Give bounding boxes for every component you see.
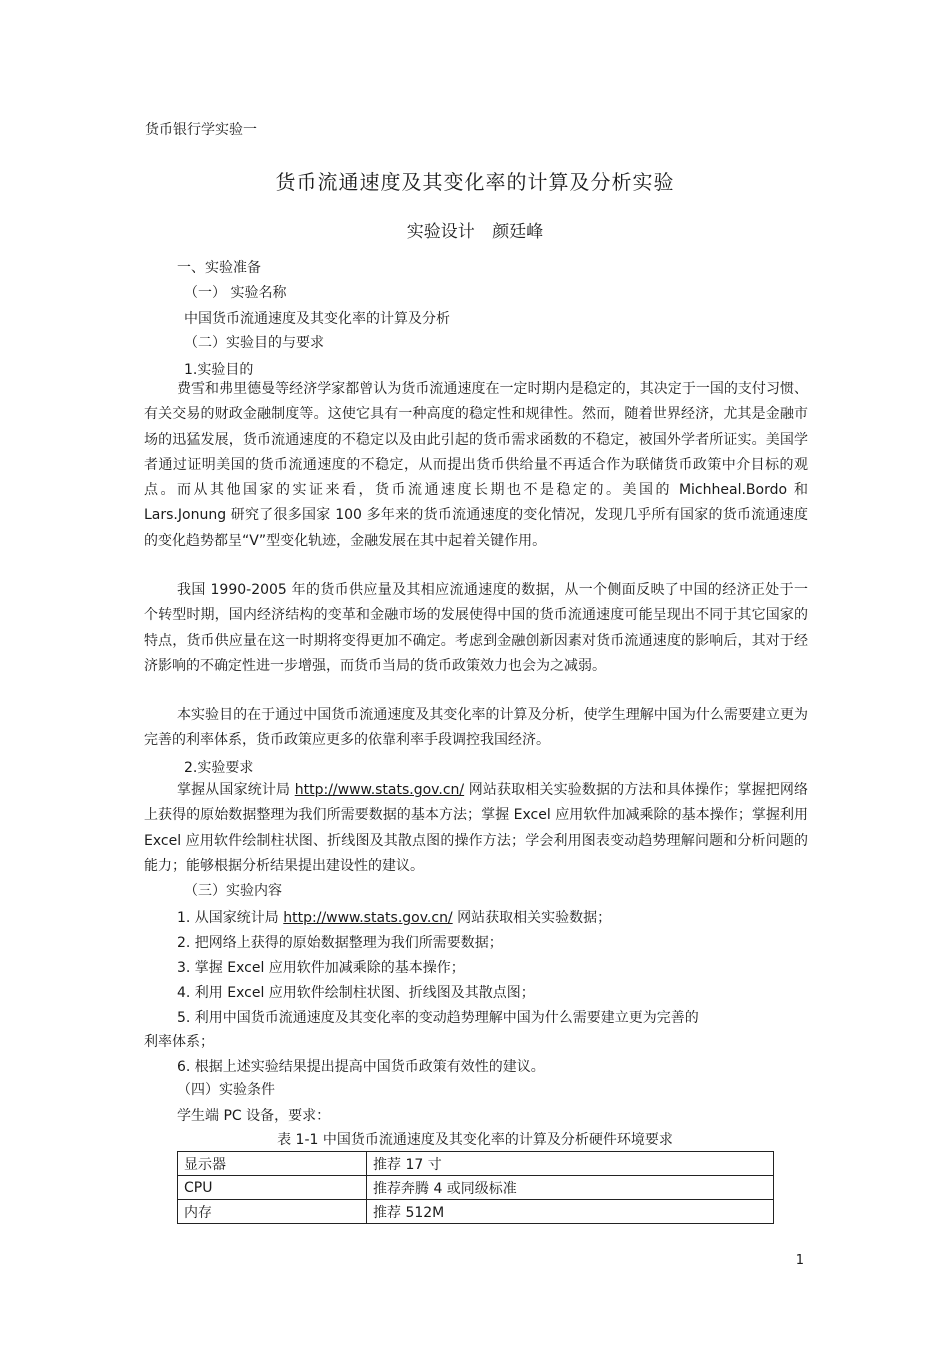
document-title: 货币流通速度及其变化率的计算及分析实验 [275, 170, 675, 194]
page-number: 1 [795, 1253, 804, 1268]
table-row [178, 1176, 774, 1200]
table-cell: 内存 [178, 1200, 367, 1224]
section-heading: 一、实验准备 [177, 260, 261, 276]
conditions-text: 学生端 PC 设备，要求： [177, 1108, 331, 1124]
hardware-requirements-table [177, 1151, 774, 1224]
table-cell: CPU [178, 1176, 367, 1200]
purpose-paragraph-2: 我国 1990-2005 年的货币供应量及其相应流通速度的数据，从一个侧面反映了中国的经济正处于一个转型时期，国内经济结构的变革和金融市场的发展使得中国的货币流通速度可能呈现出不同于其它国家的特点，货币供应量在这一时期将变得更加不确定。考虑到金融创新因素对货币流通速度的影响后，其对于经济影响的不确定性进一步增强，而货币当局的货币政策效力也会为之减弱。 [144, 582, 808, 674]
stats-gov-link[interactable]: http://www.stats.gov.cn/ [283, 910, 453, 926]
document-designer: 实验设计 颜廷峰 [406, 222, 544, 242]
table-row [178, 1152, 774, 1176]
table-row [178, 1200, 774, 1224]
purpose-heading: 1.实验目的 [184, 362, 254, 378]
purpose-paragraph-1: 费雪和弗里德曼等经济学家都曾认为货币流通速度在一定时期内是稳定的，其决定于一国的支付习惯、有关交易的财政金融制度等。这使它具有一种高度的稳定性和规律性。然而，随着世界经济，尤其是金融市场的迅猛发展，货币流通速度的不稳定以及由此引起的货币需求函数的不稳定，被国外学者所证实。美国学者通过证明美国的货币流通速度的不稳定，从而提出货币供给量不再适合作为联储货币政策中介目标的观点。而从其他国家的实证来看，货币流通速度长期也不是稳定的。美国的 Michheal.Bordo 和 Lars.Jonung 研究了很多国家 100 多年来的货币流通速度的变化情况，发现几乎所有国家的货币流通速度的变化趋势都呈“V”型变化轨迹，金融发展在其中起着关键作用。 [144, 381, 808, 549]
table-cell: 显示器 [178, 1152, 367, 1176]
table-cell: 推荐奔腾 4 或同级标准 [367, 1176, 774, 1200]
requirements-heading: 2.实验要求 [184, 760, 254, 776]
table-caption: 表 1-1 中国货币流通速度及其变化率的计算及分析硬件环境要求 [277, 1132, 673, 1148]
purpose-paragraph-3: 本实验目的在于通过中国货币流通速度及其变化率的计算及分析，使学生理解中国为什么需要建立更为完善的利率体系，货币政策应更多的依靠利率手段调控我国经济。 [144, 707, 808, 749]
subsection-heading: （三）实验内容 [184, 883, 282, 899]
document-series-label: 货币银行学实验一 [145, 122, 257, 138]
table-cell: 推荐 512M [367, 1200, 774, 1224]
subsection-heading: （二）实验目的与要求 [184, 335, 324, 351]
requirements-paragraph: 掌握从国家统计局 http://www.stats.gov.cn/ 网站获取相关实验数据的方法和具体操作；掌握把网络上获得的原始数据整理为我们所需要数据的基本方法；掌握 Excel 应用软件加减乘除的基本操作；掌握利用 Excel 应用软件绘制柱状图、折线图及其散点图的操作方法；学会利用图表变动趋势理解问题和分析问题的能力；能够根据分析结果提出建设性的建议。 [144, 782, 808, 874]
content-item: 5. 利用中国货币流通速度及其变化率的变动趋势理解中国为什么需要建立更为完善的 [177, 1010, 699, 1026]
content-item: 3. 掌握 Excel 应用软件加减乘除的基本操作； [177, 960, 465, 976]
content-item: 6. 根据上述实验结果提出提高中国货币政策有效性的建议。 [177, 1059, 545, 1075]
content-item: 4. 利用 Excel 应用软件绘制柱状图、折线图及其散点图； [177, 985, 535, 1001]
subsection-heading: （四）实验条件 [177, 1082, 275, 1098]
content-item-continuation: 利率体系； [144, 1034, 214, 1050]
content-item: 2. 把网络上获得的原始数据整理为我们所需要数据； [177, 935, 503, 951]
experiment-name: 中国货币流通速度及其变化率的计算及分析 [184, 311, 450, 327]
table-cell: 推荐 17 寸 [367, 1152, 774, 1176]
stats-gov-link[interactable]: http://www.stats.gov.cn/ [294, 782, 465, 798]
content-item: 1. 从国家统计局 http://www.stats.gov.cn/ 网站获取相关实验数据； [177, 910, 612, 926]
subsection-heading: （一） 实验名称 [184, 285, 287, 301]
